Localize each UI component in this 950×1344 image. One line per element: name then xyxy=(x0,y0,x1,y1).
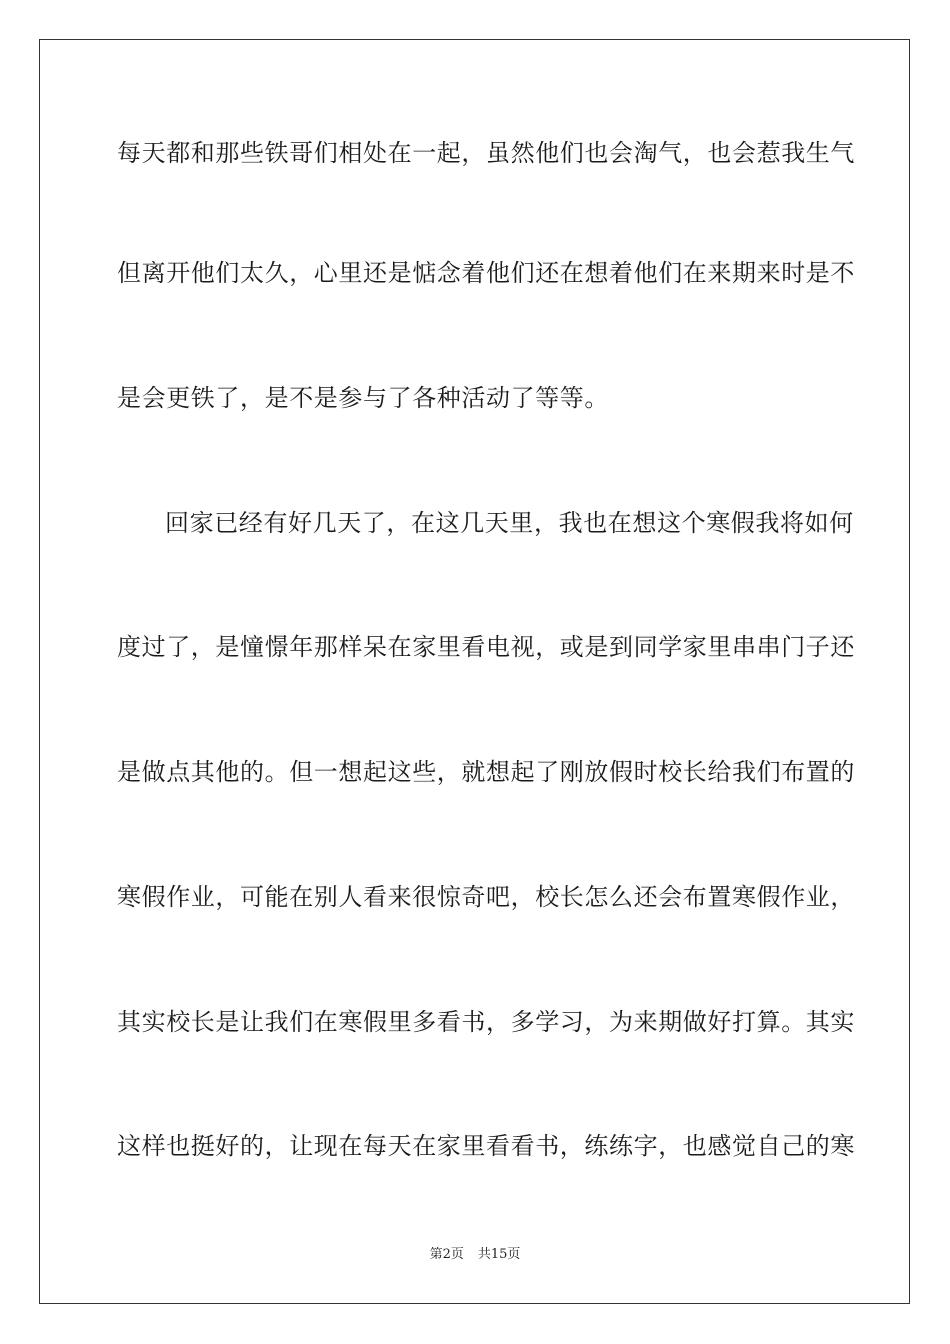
body-line-1: 每天都和那些铁哥们相处在一起，虽然他们也会淘气，也会惹我生气 xyxy=(117,139,855,167)
body-line-4: 回家已经有好几天了，在这几天里，我也在想这个寒假我将如何 xyxy=(165,509,854,537)
body-line-6: 是做点其他的。但一想起这些，就想起了刚放假时校长给我们布置的 xyxy=(117,758,855,786)
page-footer xyxy=(0,1246,950,1264)
body-line-8: 其实校长是让我们在寒假里多看书，多学习，为来期做好打算。其实 xyxy=(117,1008,855,1036)
body-line-9: 这样也挺好的，让现在每天在家里看看书，练练字，也感觉自己的寒 xyxy=(117,1132,855,1160)
page-number: 第2页 xyxy=(429,1247,464,1262)
body-line-7: 寒假作业，可能在别人看来很惊奇吧，校长怎么还会布置寒假作业， xyxy=(117,883,855,911)
page-border xyxy=(39,39,910,1304)
page-total: 共15页 xyxy=(477,1247,521,1262)
body-line-3: 是会更铁了，是不是参与了各种活动了等等。 xyxy=(117,384,609,412)
body-line-5: 度过了，是憧憬年那样呆在家里看电视，或是到同学家里串串门子还 xyxy=(117,633,855,661)
body-line-2: 但离开他们太久，心里还是惦念着他们还在想着他们在来期来时是不 xyxy=(117,259,855,287)
